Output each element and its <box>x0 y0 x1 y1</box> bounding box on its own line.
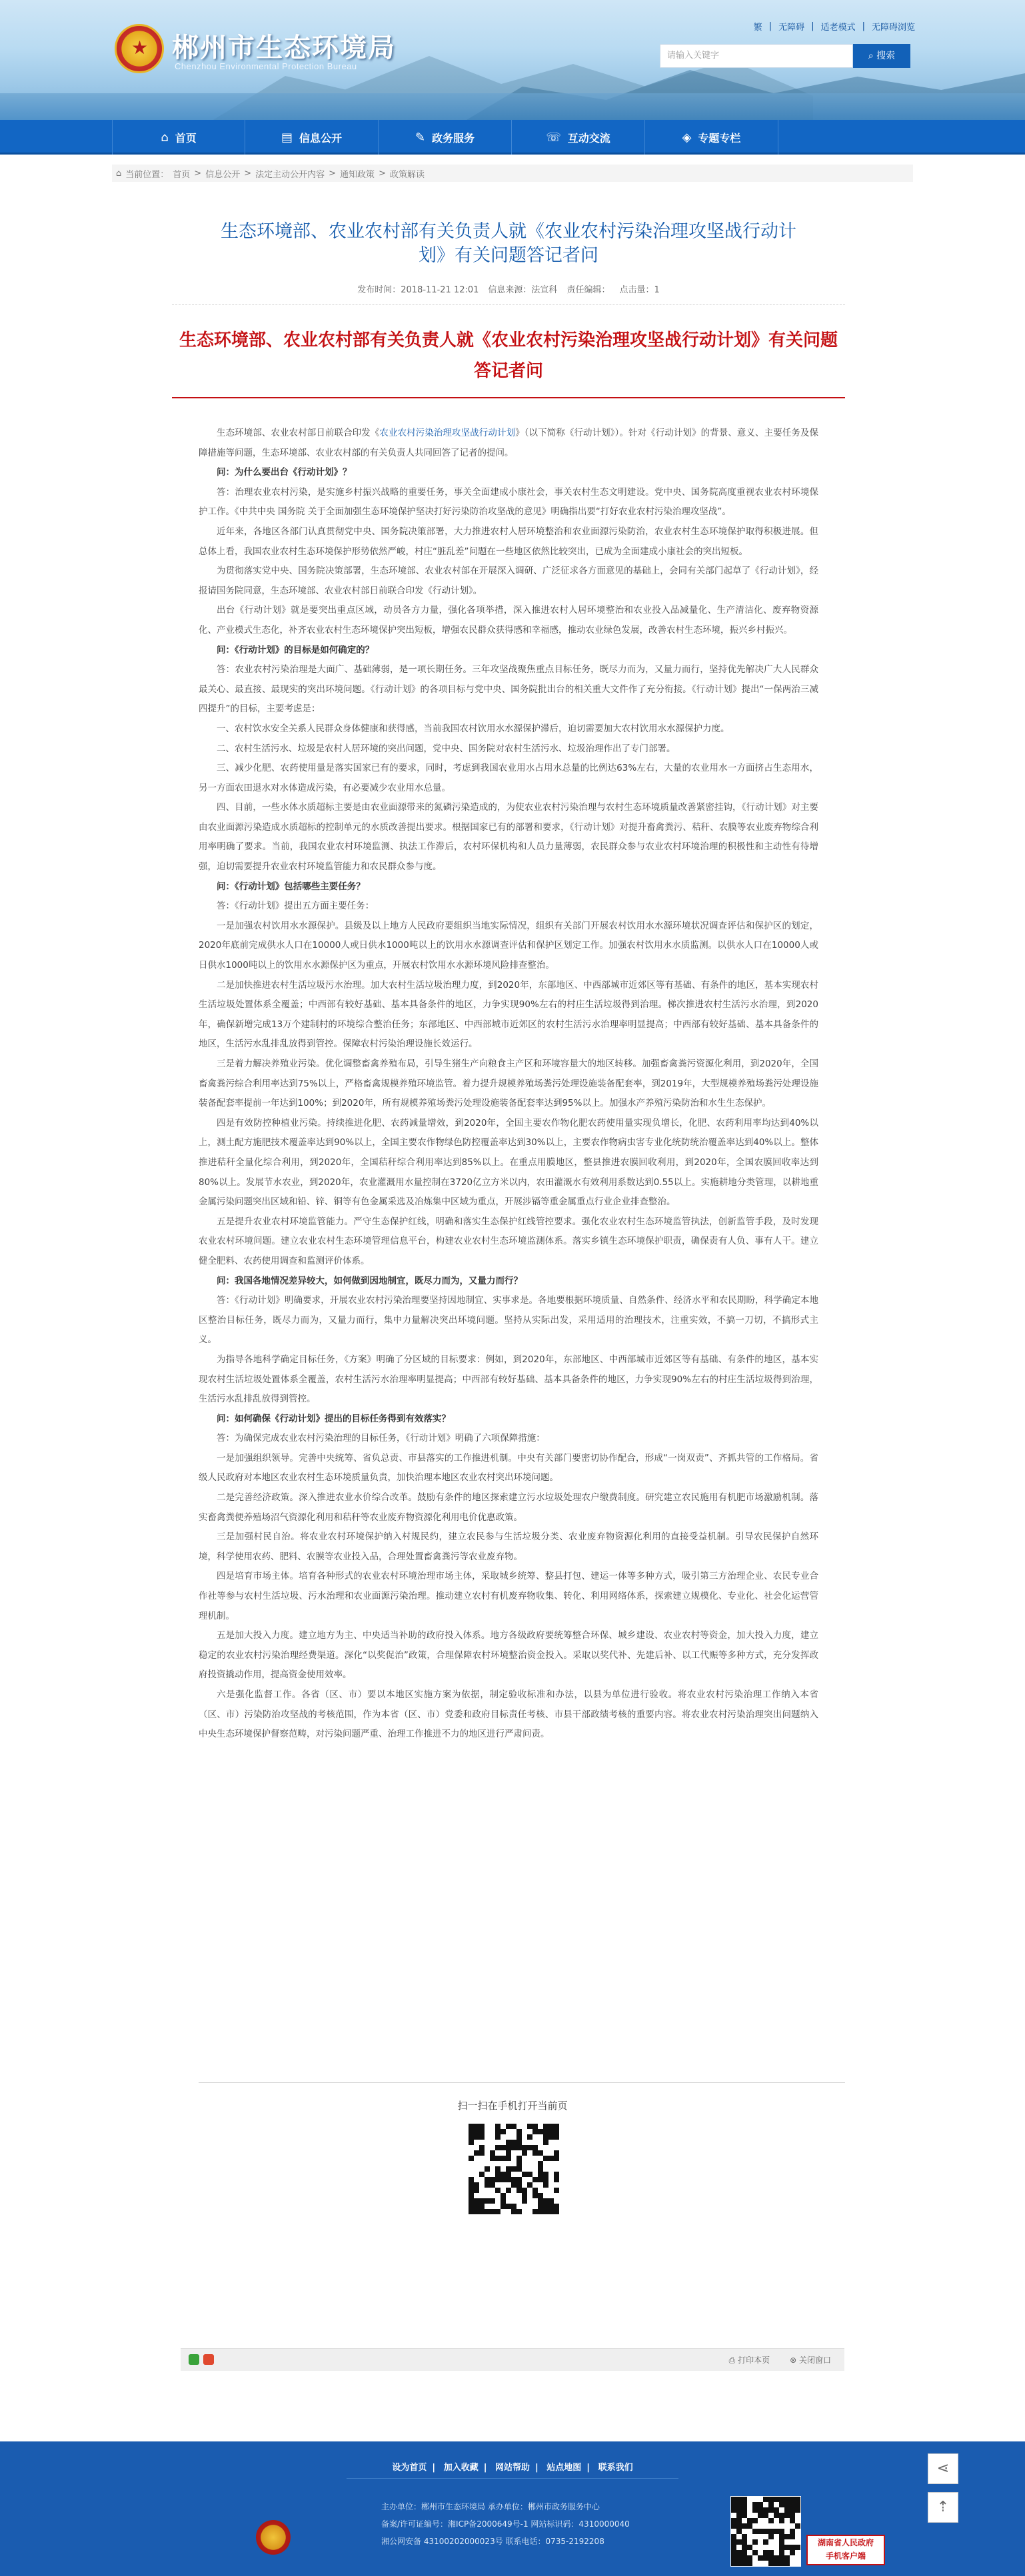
search-input[interactable]: 请输入关键字 <box>660 44 853 68</box>
paragraph: 生态环境部、农业农村部日前联合印发《农业农村污染治理攻坚战行动计划》（以下简称《行动计划》）。针对《行动计划》的背景、意义、主要任务及保障措施等问题，生态环境部、农业农村部的有关负责人共同回答了记者的提问。 <box>199 428 819 458</box>
traditional-chinese-link[interactable]: 繁 <box>753 23 762 33</box>
divider <box>347 2478 678 2479</box>
breadcrumb-info-disclosure[interactable]: 信息公开 <box>205 169 241 180</box>
footer-link-sitemap[interactable]: 站点地图 <box>546 2463 582 2473</box>
phone-icon: ☏ <box>546 130 561 145</box>
breadcrumb-prefix: 当前位置： <box>125 169 169 180</box>
footer-link-set-home[interactable]: 设为首页 <box>392 2463 427 2473</box>
info-source: 信息来源：法宣科 <box>488 285 558 295</box>
paragraph: 答：为确保完成农业农村污染治理的目标任务，《行动计划》明确了六项保障措施： <box>217 1433 545 1444</box>
main-nav <box>0 120 1025 155</box>
pen-icon: ✎ <box>415 130 426 145</box>
topic-icon: ◈ <box>682 130 692 145</box>
separator: | <box>768 21 772 31</box>
home-icon: ⌂ <box>116 168 122 179</box>
article-meta <box>172 282 845 295</box>
publish-date: 发布时间：2018-11-21 12:01 <box>357 285 479 295</box>
paragraph: 答：农业农村污染治理是大面广、基础薄弱，是一项长期任务。三年攻坚战聚焦重点目标任务，既尽力而为，又量力而行，坚持优先解决广大人民群众最关心、最直接、最现实的突出环境问题。《行动计划》的各项目标与党中央、国务院批出台的相关重大文件作了充分衔接。《行动计划》提出“一保两治三减四提升”的目标，主要考虑是： <box>199 664 818 715</box>
national-emblem-icon: ★ <box>115 24 164 73</box>
accessibility-link[interactable]: 无障碍 <box>778 23 805 33</box>
article-title: 生态环境部、农业农村部有关负责人就《农业农村污染治理攻坚战行动计划》有关问题答记者问 <box>221 221 796 266</box>
question-heading: 问：如何确保《行动计划》提出的目标任务得到有效落实？ <box>217 1413 451 1424</box>
site-title[interactable]: 郴州市生态环境局 <box>172 32 396 63</box>
document-icon: ▤ <box>281 130 293 145</box>
paragraph: 四是有效防控种植业污染。持续推进化肥、农药减量增效，到2020年，全国主要农作物化肥农药使用量实现负增长，化肥、农药利用率均达到40%以上，测土配方施肥技术覆盖率达到90%以上，全国主要农作物绿色防控覆盖率达到30%以上，主要农作物病虫害专业化统防统治覆盖率达到40%以上。整体推进秸秆全量化综合利用，到2020年，全国秸秆综合利用率达到85%以上。在重点用膜地区，整县推进农膜回收利用，到2020年，全国农膜回收率达到80%以上。发展节水农业，到2020年，农业灌溉用水量控制在3720亿立方米以内，农田灌溉水有效利用系数达到0.55以上。实施耕地分类管理，以耕地重金属污染问题突出区域和铅、锌、铜等有色金属采选及冶炼集中区域为重点，开展涉镉等重金属重点行业企业排查整治。 <box>199 1117 818 1208</box>
search-button-label: 搜索 <box>876 51 896 61</box>
separator: > <box>194 168 202 179</box>
nav-item-label: 首页 <box>175 131 197 145</box>
print-label: 打印本页 <box>738 2356 770 2365</box>
editor: 责任编辑： <box>566 285 610 295</box>
separator: | <box>811 21 814 31</box>
paragraph: 二、农村生活污水、垃圾是农村人居环境的突出问题，党中央、国务院对农村生活污水、垃圾治理作出了专门部署。 <box>217 743 676 754</box>
paragraph: 一是加强农村饮用水水源保护。县级及以上地方人民政府要组织当地实际情况，组织有关部门开展农村饮用水水源环境状况调查评估和保护区的划定，2020年底前完成供水人口在10000人或日供水1000吨以上的饮用水水源调查评估和保护区划定工作。加强农村饮用水水质监测。以供水人口在10000人或日供水1000吨以上的饮用水水源保护区为重点，开展农村饮用水水源环境风险排查整治。 <box>199 920 818 971</box>
search-icon: ⌕ <box>868 51 877 61</box>
nav-item-interaction[interactable] <box>512 120 645 155</box>
page-qr-code <box>469 2124 559 2214</box>
barrier-free-browse-link[interactable]: 无障碍浏览 <box>871 23 915 33</box>
question-heading: 问：《行动计划》的目标是如何确定的？ <box>217 644 375 655</box>
paragraph: 二是加快推进农村生活垃圾污水治理。加大农村生活垃圾治理力度，到2020年，东部地区、中西部城市近郊区等有基础、有条件的地区，基本实现农村生活垃圾处置体系全覆盖；中西部有较好基础、基本具备条件的地区，力争实现90%左右的村庄生活垃圾得到治理。梯次推进农村生活污水治理，到2020年，确保新增完成13万个建制村的环境综合整治任务；东部地区、中西部城市近郊区的农村生活污水治理率明显提高；中西部有较好基础、基本具备条件的地区，生活污水乱排乱放得到管控。保障农村污染治理设施长效运行。 <box>199 979 818 1050</box>
question-heading: 问：为什么要出台《行动计划》？ <box>217 467 352 478</box>
home-icon: ⌂ <box>161 130 169 145</box>
breadcrumb-policy-interpretation[interactable]: 政策解读 <box>389 169 425 180</box>
breadcrumb-proactive-disclosure[interactable]: 法定主动公开内容 <box>255 169 325 180</box>
nav-item-gov-services[interactable] <box>379 120 512 155</box>
paragraph: 五是加大投入力度。建立地方为主、中央适当补助的政府投入体系。地方各级政府要统筹整合环保、城乡建设、农业农村等资金，加大投入力度，建立稳定的农业农村污染治理经费渠道。深化“以奖促治”政策，合理保障农村环境整治资金投入。采取以奖代补、先建后补、以工代赈等多种方式，充分发挥政府投资撬动作用，提高资金使用效率。 <box>199 1630 818 1681</box>
paragraph: 一、农村饮水安全关系人民群众身体健康和获得感，当前我国农村饮用水水源保护滞后，迫切需要加大农村饮用水水源保护力度。 <box>217 723 730 734</box>
search-button[interactable] <box>853 44 910 68</box>
paragraph: 三、减少化肥、农药使用量是落实国家已有的要求，同时，考虑到我国农业用水占用水总量的比例达63%左右，大量的农业用水一方面挤占生态用水，另一方面农田退水对水体造成污染，有必要减少农业用水总量。 <box>199 763 818 793</box>
paragraph: 四是培育市场主体。培育各种形式的农业农村环境治理市场主体，采取城乡统筹、整县打包、建运一体等多种方式，吸引第三方治理企业、农民专业合作社等参与农村生活垃圾、污水治理和农业面源污染治理。推动建立农村有机废弃物收集、转化、利用网络体系，探索建立规模化、专业化、社会化运营管理机制。 <box>199 1571 818 1621</box>
breadcrumb <box>112 165 913 182</box>
paragraph: 近年来，各地区各部门认真贯彻党中央、国务院决策部署，大力推进农村人居环境整治和农业面源污染防治，农业农村生态环境保护取得积极进展。但总体上看，我国农业农村生态环境保护形势依然严峻，村庄“脏乱差”问题在一些地区依然比较突出，已成为全面建成小康社会的突出短板。 <box>199 526 818 557</box>
nav-item-label: 互动交流 <box>567 131 610 145</box>
action-plan-link[interactable]: 农业农村污染治理攻坚战行动计划 <box>379 428 516 438</box>
paragraph: 答：治理农业农村污染，是实施乡村振兴战略的重要任务，事关全面建成小康社会，事关农村生态文明建设。党中央、国务院高度重视农业农村环境保护工作。《中共中央 国务院 关于全面加强生态环境保护坚决打好污染防治攻坚战的意见》明确指出要“打好农业农村污染治理攻坚战”。 <box>199 486 818 518</box>
wechat-share-icon[interactable] <box>189 2354 199 2365</box>
separator: > <box>329 168 337 179</box>
paragraph: 答：《行动计划》明确要求，开展农业农村污染治理要坚持因地制宜、实事求是。各地要根据环境质量、自然条件、经济水平和农民期盼，科学确定本地区整治目标任务，既尽力而为，又量力而行，集中力量解决突出环境问题。坚持从实际出发，采用适用的治理技术，注重实效，不搞一刀切，不搞形式主义。 <box>199 1295 818 1346</box>
divider <box>172 304 845 305</box>
nav-item-special-topics[interactable] <box>645 120 778 155</box>
printer-icon: ⎙ <box>728 2356 738 2365</box>
nav-item-label: 政务服务 <box>432 131 475 145</box>
header-water-decoration <box>0 93 1025 120</box>
weibo-share-icon[interactable] <box>203 2354 214 2365</box>
paragraph: 为指导各地科学确定目标任务，《方案》明确了分区域的目标要求：例如，到2020年，东部地区、中西部城市近郊区等有基础、有条件的地区，基本实现农村生活垃圾处置体系全覆盖，农村生活污水治理率明显提高；中西部有较好基础、基本具备条件的地区，力争实现90%左右的村庄生活垃圾得到治理，生活污水乱排乱放得到管控。 <box>199 1354 818 1405</box>
question-heading: 问：我国各地情况差异较大，如何做到因地制宜，既尽力而为，又量力而行？ <box>217 1275 522 1286</box>
close-label: 关闭窗口 <box>798 2356 831 2365</box>
body-title: 生态环境部、农业农村部有关负责人就《农业农村污染治理攻坚战行动计划》有关问题答记者问 <box>179 330 838 381</box>
breadcrumb-home[interactable]: 首页 <box>173 169 191 180</box>
footer-icp: 备案/许可证编号：湘ICP备2000649号-1 网站标识码：4310000040 <box>381 2519 630 2529</box>
paragraph: 出台《行动计划》就是要突出重点区域，动员各方力量，强化各项举措，深入推进农村人居环境整治和农业投入品减量化、生产清洁化、废弃物资源化、产业模式生态化，补齐农业农村生态环境保护突出短板，增强农民群众获得感和幸福感，推动农业绿色发展，改善农村生态环境，振兴乡村振兴。 <box>199 605 818 636</box>
gov-badge-line: 手机客户端 <box>825 2551 866 2561</box>
paragraph: 三是加强村民自治。将农业农村环境保护纳入村规民约，建立农民参与生活垃圾分类、农业废弃物资源化利用的直接受益机制。引导农民保护自然环境，科学使用农药、肥料、农膜等农业投入品，合理处置畜禽粪污等农业废弃物。 <box>199 1531 818 1562</box>
paragraph: 五是提升农业农村环境监管能力。严守生态保护红线，明确和落实生态保护红线管控要求。强化农业农村生态环境监管执法，创新监管手段，及时发现农业农村环境问题。建立农业农村生态环境管理信息平台，构建农业农村生态环境监测体系。落实乡镇生态环境保护职责，确保责有人负、事有人干。建立健全肥料、农药使用调查和监测评价体系。 <box>199 1216 818 1266</box>
top-links <box>754 20 915 33</box>
breadcrumb-notice-policy[interactable]: 通知政策 <box>340 169 375 180</box>
gov-badge-line: 湖南省人民政府 <box>817 2538 874 2547</box>
share-icon[interactable]: ⋖ <box>928 2453 958 2484</box>
nav-item-info-disclosure[interactable] <box>245 120 379 155</box>
hunan-gov-client-badge[interactable] <box>806 2535 885 2565</box>
nav-item-label: 专题专栏 <box>698 131 741 145</box>
back-to-top-icon[interactable]: ⇡ <box>928 2492 958 2523</box>
separator: | <box>862 21 865 31</box>
divider <box>172 397 845 398</box>
nav-item-home[interactable] <box>112 120 245 155</box>
footer-security: 湘公网安备 43100202000023号 联系电话：0735-2192208 <box>381 2537 604 2546</box>
site-header <box>0 0 1025 120</box>
article <box>172 220 845 1745</box>
close-icon: ⊗ <box>790 2356 799 2365</box>
divider <box>199 2082 845 2083</box>
paragraph: 为贯彻落实党中央、国务院决策部署，生态环境部、农业农村部在开展深入调研、广泛征求各方面意见的基础上，会同有关部门起草了《行动计划》，经报请国务院同意，生态环境部、农业农村部日前联合印发《行动计划》。 <box>199 566 818 596</box>
paragraph: 四、目前，一些水体水质超标主要是由农业面源带来的氮磷污染造成的，为使农业农村污染治理与农村生态环境质量改善紧密挂钩，《行动计划》对主要由农业面源污染造成水质超标的控制单元的水质改善提出要求。根据国家已有的部署和要求，《行动计划》对提升畜禽粪污、秸秆、农膜等农业废弃物综合利用率明确了要求。当前，我国农业农村环境监测、执法工作滞后，农村环保机构和人员力量薄弱，农民群众参与农业农村环境治理的积极性和主动性有待增强，迫切需要提升农业农村环境监管能力和农民群众参与度。 <box>199 802 818 873</box>
nav-item-label: 信息公开 <box>299 131 343 145</box>
paragraph: 一是加强组织领导。完善中央统筹、省负总责、市县落实的工作推进机制。中央有关部门要密切协作配合，形成“一岗双责”、齐抓共管的工作格局。省级人民政府对本地区农业农村生态环境质量负责，加快治理本地区农业农村突出环境问题。 <box>199 1452 818 1484</box>
footer-info <box>381 2498 701 2550</box>
paragraph: 答：《行动计划》提出五方面主要任务： <box>217 901 375 912</box>
paragraph: 二是完善经济政策。深入推进农业水价综合改革。鼓励有条件的地区探索建立污水垃圾处理农户缴费制度。研究建立农民施用有机肥市场激励机制。落实畜禽粪便养殖场沼气资源化利用和秸秆等农业废弃物资源化利用电价优惠政策。 <box>199 1492 818 1523</box>
party-gov-badge-icon[interactable] <box>256 2520 291 2555</box>
footer-link-help[interactable]: 网站帮助 <box>495 2463 530 2473</box>
elder-mode-link[interactable]: 适老模式 <box>820 23 856 33</box>
site-footer <box>0 2441 1025 2576</box>
footer-link-contact[interactable]: 联系我们 <box>598 2463 633 2473</box>
footer-link-favorite[interactable]: 加入收藏 <box>443 2463 479 2473</box>
article-toolbar <box>181 2348 844 2371</box>
footer-links: 设为首页 | 加入收藏 | 网站帮助 | 站点地图 | 联系我们 <box>392 2463 633 2473</box>
footer-sponsor: 主办单位：郴州市生态环境局 承办单位：郴州市政务服务中心 <box>381 2502 600 2511</box>
close-window-button[interactable] <box>790 2354 831 2365</box>
question-heading: 问：《行动计划》包括哪些主要任务？ <box>217 881 365 892</box>
click-count: 点击量：1 <box>619 285 660 295</box>
article-content <box>172 424 845 1745</box>
separator: > <box>244 168 252 179</box>
footer-qr-code <box>730 2496 801 2567</box>
share-icons <box>189 2354 214 2365</box>
print-button[interactable] <box>729 2354 770 2365</box>
paragraph: 三是着力解决养殖业污染。优化调整畜禽养殖布局，引导生猪生产向粮食主产区和环境容量大的地区转移。加强畜禽粪污资源化利用，到2020年，全国畜禽粪污综合利用率达到75%以上，严格畜禽规模养殖环境监管。着力提升规模养殖场粪污处理设施装备配套率，到2019年，大型规模养殖场粪污处理设施装备配套率提前一年达到100%；到2020年，所有规模养殖场粪污处理设施装备配套率达到95%以上。加强水产养殖污染防治和水生生态保护。 <box>199 1059 818 1109</box>
separator: > <box>379 168 386 179</box>
paragraph: 六是强化监督工作。各省（区、市）要以本地区实施方案为依据，制定验收标准和办法，以县为单位进行验收。将农业农村污染治理工作纳入本省（区、市）污染防治攻坚战的考核范围，作为本省（区、市）党委和政府目标责任考核、市县干部政绩考核的重要内容。将农业农村污染治理突出问题纳入中央生态环境保护督察范畴，对污染问题严重、治理工作推进不力的地区进行严肃问责。 <box>199 1689 818 1740</box>
site-subtitle: Chenzhou Environmental Protection Bureau <box>175 61 357 71</box>
qr-caption: 扫一扫在手机打开当前页 <box>457 2100 568 2112</box>
